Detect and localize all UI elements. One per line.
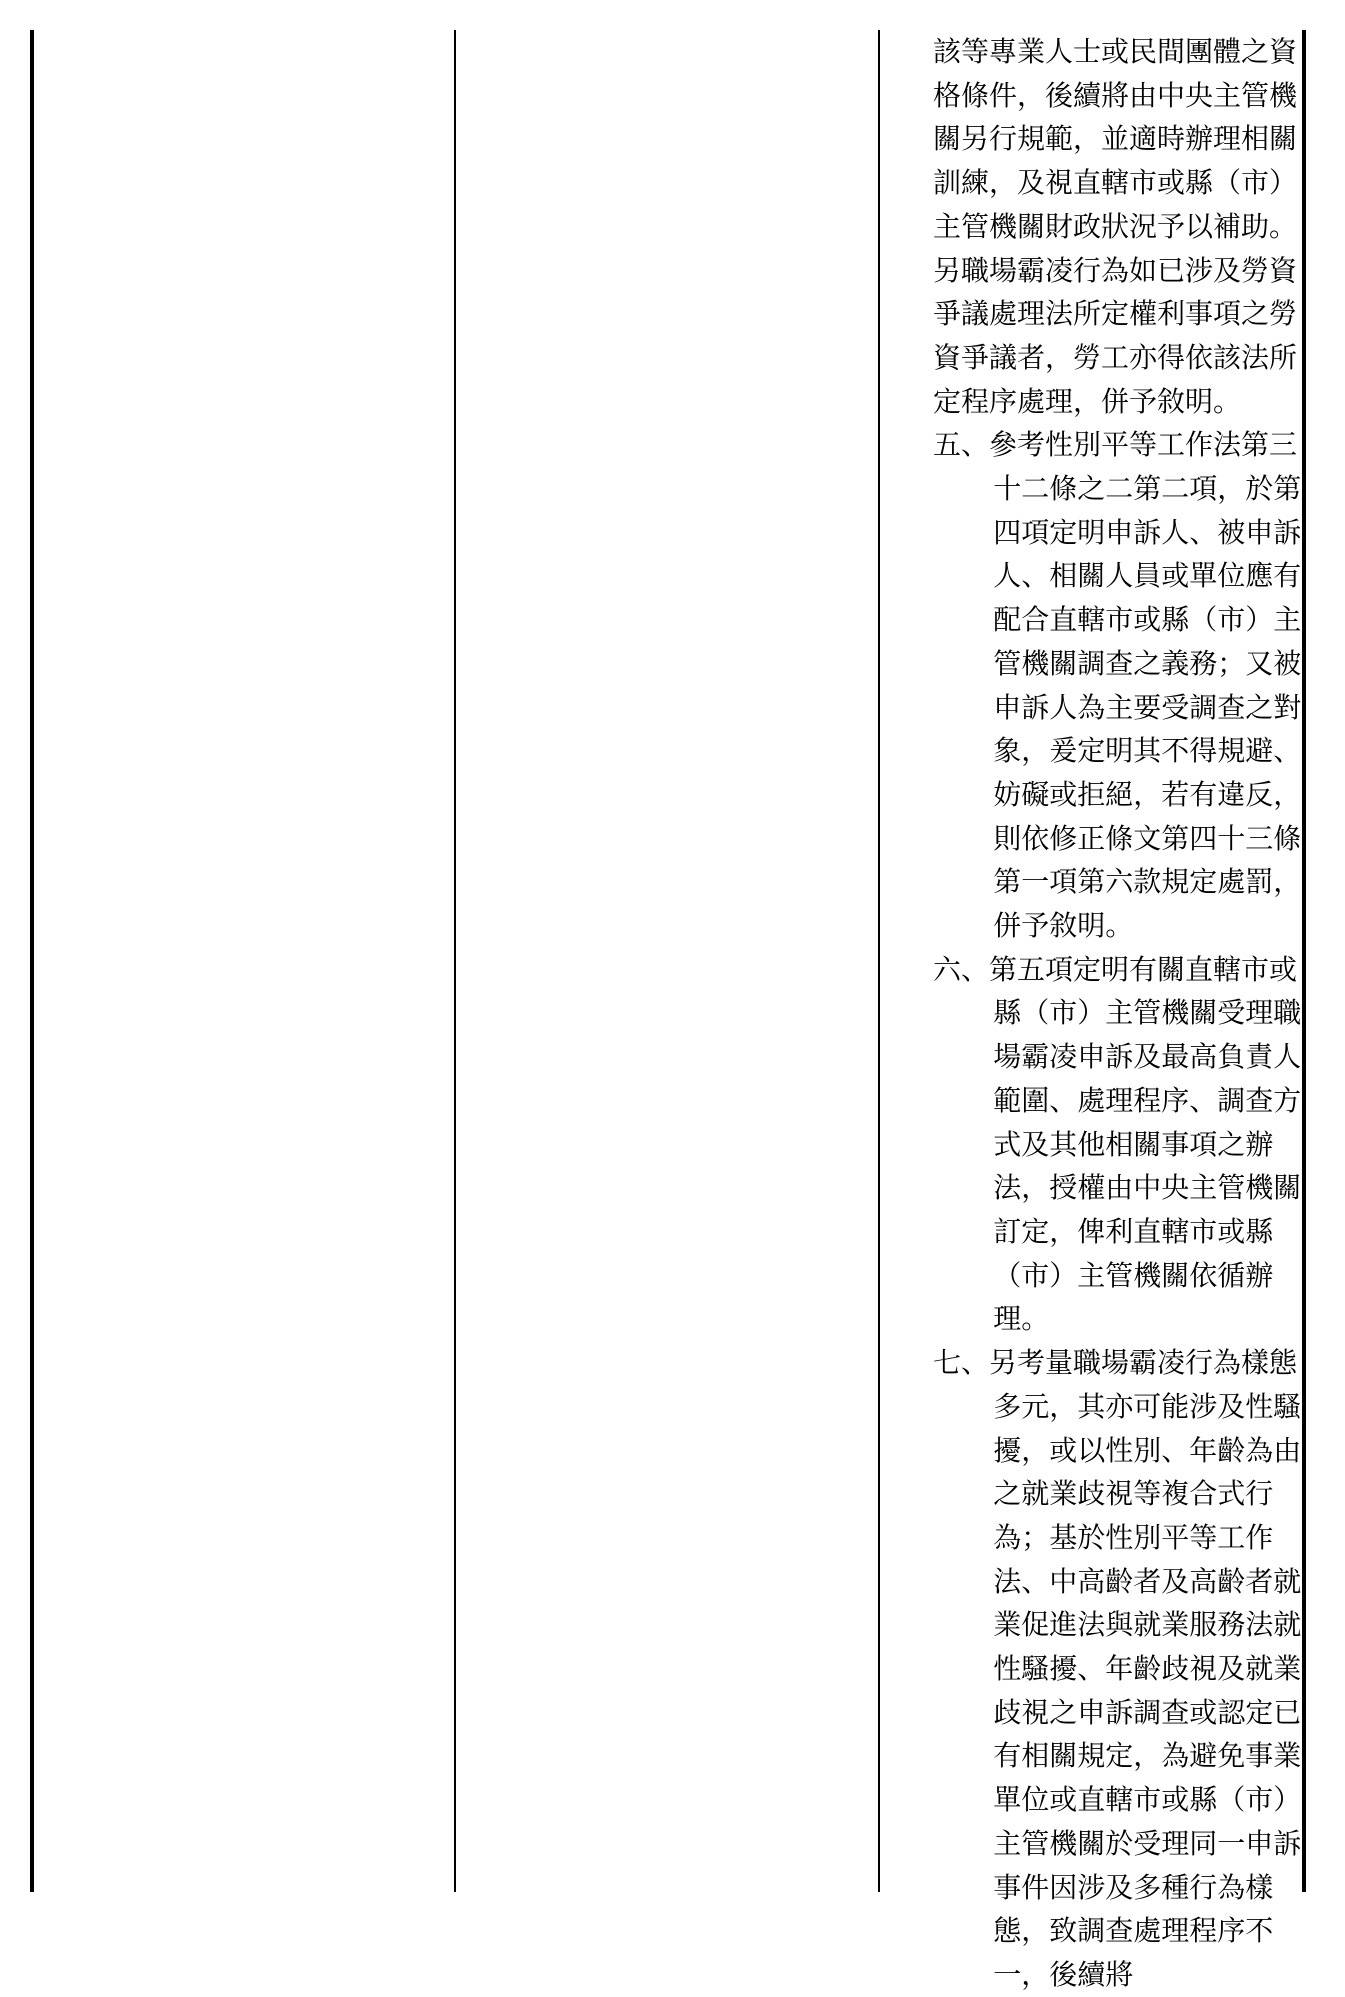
table-border-left	[30, 30, 34, 1892]
column-divider-1	[454, 30, 456, 1892]
continuation-paragraph: 該等專業人士或民間團體之資格條件，後續將由中央主管機關另行規範，並適時辦理相關訓練，及視直轄市或縣（市）主管機關財政狀況予以補助。另職場霸凌行為如已涉及勞資爭議處理法所定權利事項之勞資爭議者，勞工亦得依該法所定程序處理，併予敘明。	[933, 35, 1298, 418]
list-item: 五、參考性別平等工作法第三十二條之二第二項，於第四項定明申訴人、被申訴人、相關人員或單位應有配合直轄市或縣（市）主管機關調查之義務；又被申訴人為主要受調查之對象，爰定明其不得規避、妨礙或拒絕，若有違反，則依修正條文第四十三條第一項第六款規定處罰，併予敘明。	[933, 428, 1302, 943]
comparison-table	[30, 30, 1308, 1991]
column-divider-2	[878, 30, 880, 1892]
list-item: 七、另考量職場霸凌行為樣態多元，其亦可能涉及性騷擾，或以性別、年齡為由之就業歧視等複合式行為；基於性別平等工作法、中高齡者及高齡者就業促進法與就業服務法就性騷擾、年齡歧視及就業歧視之申訴調查或認定已有相關規定，為避免事業單位或直轄市或縣（市）主管機關於受理同一申訴事件因涉及多種行為樣態，致調查處理程序不一，後續將	[933, 1346, 1302, 1991]
list-item: 六、第五項定明有關直轄市或縣（市）主管機關受理職場霸凌申訴及最高負責人範圍、處理程序、調查方式及其他相關事項之辦法，授權由中央主管機關訂定，俾利直轄市或縣（市）主管機關依循辦理。	[933, 952, 1302, 1336]
explanation-column	[905, 30, 1305, 1997]
